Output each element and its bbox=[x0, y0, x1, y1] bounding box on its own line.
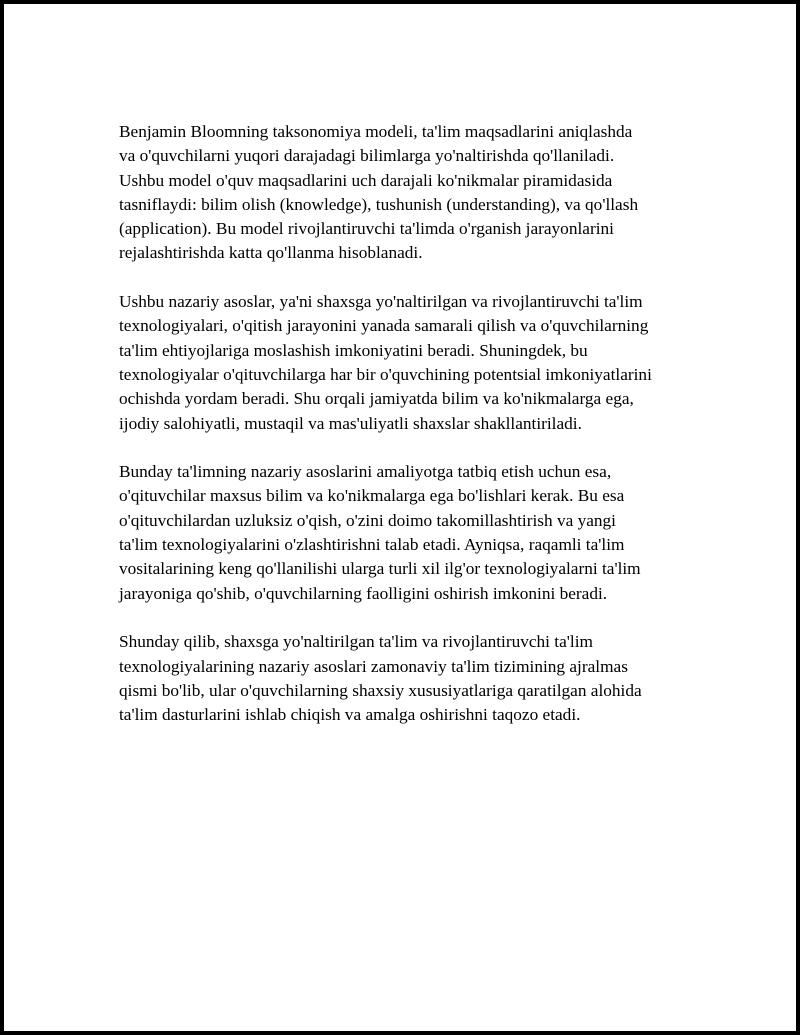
text-line: texnologiyalari, o'qitish jarayonini yanada samarali qilish va o'quvchilarning bbox=[119, 316, 649, 336]
text-line: Shunday qilib, shaxsga yo'naltirilgan ta'lim va rivojlantiruvchi ta'lim bbox=[119, 632, 593, 652]
text-line: (application). Bu model rivojlantiruvchi ta'limda o'rganish jarayonlarini bbox=[119, 219, 614, 239]
text-line: ta'lim dasturlarini ishlab chiqish va amalga oshirishni taqozo etadi. bbox=[119, 705, 581, 725]
text-line: Ushbu nazariy asoslar, ya'ni shaxsga yo'naltirilgan va rivojlantiruvchi ta'lim bbox=[119, 292, 643, 312]
text-line: ochishda yordam beradi. Shu orqali jamiyatda bilim va ko'nikmalarga ega, bbox=[119, 389, 634, 409]
text-line: jarayoniga qo'shib, o'quvchilarning faolligini oshirish imkonini beradi. bbox=[119, 583, 608, 603]
text-line: Ushbu model o'quv maqsadlarini uch darajali ko'nikmalar piramidasida bbox=[119, 170, 613, 190]
paragraph-4 bbox=[119, 630, 699, 727]
text-line: Bunday ta'limning nazariy asoslarini amaliyotga tatbiq etish uchun esa, bbox=[119, 462, 612, 482]
document-body bbox=[119, 120, 699, 752]
text-line: tasniflaydi: bilim olish (knowledge), tushunish (understanding), va qo'llash bbox=[119, 194, 639, 214]
text-line: texnologiyalarining nazariy asoslari zamonaviy ta'lim tizimining ajralmas bbox=[119, 656, 628, 676]
paragraph-3 bbox=[119, 460, 699, 606]
text-line: Benjamin Bloomning taksonomiya modeli, ta'lim maqsadlarini aniqlashda bbox=[119, 122, 633, 141]
text-line: o'qituvchilar maxsus bilim va ko'nikmalarga ega bo'lishlari kerak. Bu esa bbox=[119, 486, 625, 506]
text-line: ijodiy salohiyatli, mustaqil va mas'uliyatli shaxslar shakllantiriladi. bbox=[119, 413, 582, 433]
text-line: ta'lim texnologiyalarini o'zlashtirishni talab etadi. Ayniqsa, raqamli ta'lim bbox=[119, 535, 625, 555]
text-line: o'qituvchilardan uzluksiz o'qish, o'zini doimo takomillashtirish va yangi bbox=[119, 510, 616, 530]
text-line: vositalarining keng qo'llanilishi ularga turli xil ilg'or texnologiyalarni ta'lim bbox=[119, 559, 641, 579]
text-line: texnologiyalar o'qituvchilarga har bir o'quvchining potentsial imkoniyatlarini bbox=[119, 364, 652, 384]
text-line: rejalashtirishda katta qo'llanma hisoblanadi. bbox=[119, 243, 423, 263]
paragraph-2 bbox=[119, 290, 699, 436]
text-line: ta'lim ehtiyojlariga moslashish imkoniyatini beradi. Shuningdek, bu bbox=[119, 340, 588, 360]
paragraph-1 bbox=[119, 120, 699, 266]
text-line: qismi bo'lib, ular o'quvchilarning shaxsiy xususiyatlariga qaratilgan alohida bbox=[119, 680, 642, 700]
text-line: va o'quvchilarni yuqori darajadagi bilimlarga yo'naltirishda qo'llaniladi. bbox=[119, 146, 615, 166]
